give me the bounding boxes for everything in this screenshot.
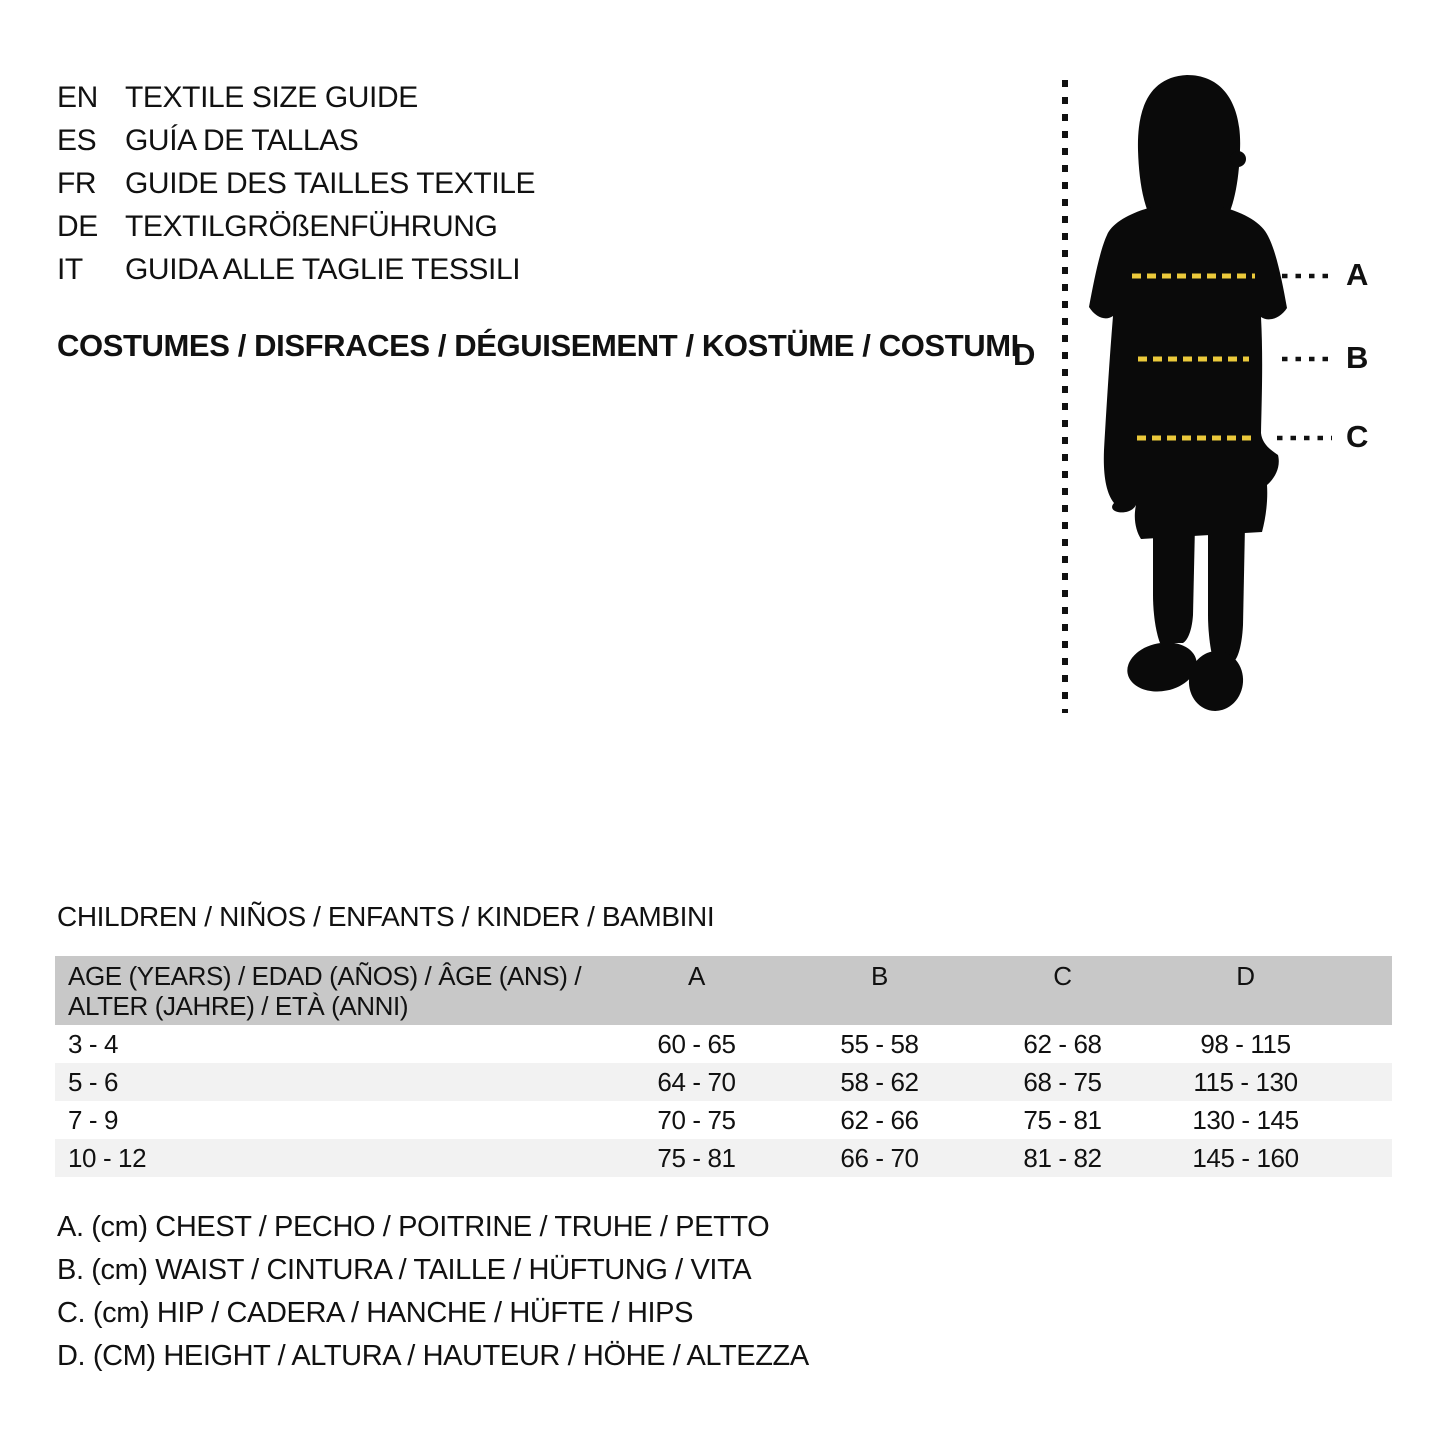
lang-code: EN bbox=[57, 80, 98, 114]
lang-code: ES bbox=[57, 123, 97, 157]
hip-cell: 62 - 68 bbox=[1023, 1028, 1102, 1059]
age-header-line1: AGE (YEARS) / EDAD (AÑOS) / ÂGE (ANS) / bbox=[68, 961, 582, 991]
measure-label-a: A bbox=[1346, 257, 1368, 292]
age-cell: 7 - 9 bbox=[68, 1104, 119, 1135]
lang-title: GUIDA ALLE TAGLIE TESSILI bbox=[125, 252, 521, 286]
table-row bbox=[55, 1139, 1392, 1177]
waist-cell: 55 - 58 bbox=[840, 1028, 919, 1059]
age-cell: 10 - 12 bbox=[68, 1142, 147, 1173]
lang-code: DE bbox=[57, 209, 98, 243]
measure-label-d: D bbox=[1013, 337, 1035, 372]
column-header-d: D bbox=[1236, 961, 1255, 991]
lang-row-fr bbox=[57, 162, 535, 205]
height-cell: 130 - 145 bbox=[1192, 1104, 1299, 1135]
children-section-title: CHILDREN / NIÑOS / ENFANTS / KINDER / BAMBINI bbox=[57, 901, 715, 932]
waist-cell: 62 - 66 bbox=[840, 1104, 919, 1135]
lang-code: FR bbox=[57, 166, 97, 200]
lang-code: IT bbox=[57, 252, 83, 286]
height-cell: 145 - 160 bbox=[1192, 1142, 1299, 1173]
size-table bbox=[55, 956, 1392, 1177]
lang-title: TEXTILGRÖßENFÜHRUNG bbox=[125, 209, 498, 243]
height-cell: 98 - 115 bbox=[1200, 1028, 1291, 1059]
measure-label-b: B bbox=[1346, 340, 1368, 375]
column-header-a: A bbox=[688, 961, 705, 991]
silhouette-torso bbox=[1089, 195, 1287, 539]
chest-cell: 60 - 65 bbox=[657, 1028, 736, 1059]
table-row bbox=[55, 1101, 1392, 1139]
waist-cell: 66 - 70 bbox=[840, 1142, 919, 1173]
table-row bbox=[55, 1063, 1392, 1101]
legend-hip: C. (cm) HIP / CADERA / HANCHE / HÜFTE / HIPS bbox=[57, 1297, 694, 1329]
category-title: COSTUMES / DISFRACES / DÉGUISEMENT / KOSTÜME / COSTUMI bbox=[57, 328, 1019, 363]
hip-cell: 81 - 82 bbox=[1023, 1142, 1102, 1173]
silhouette-left-leg bbox=[1153, 525, 1195, 643]
age-column-header bbox=[55, 956, 605, 1025]
measurement-legend bbox=[57, 1206, 809, 1378]
age-cell: 3 - 4 bbox=[68, 1028, 119, 1059]
measure-label-c: C bbox=[1346, 419, 1368, 454]
lang-title: GUIDE DES TAILLES TEXTILE bbox=[125, 166, 536, 200]
silhouette-right-leg bbox=[1208, 525, 1245, 663]
column-header-b: B bbox=[871, 961, 888, 991]
lang-row-en bbox=[57, 76, 535, 119]
lang-row-it bbox=[57, 248, 535, 291]
column-header-c: C bbox=[1053, 961, 1072, 991]
child-silhouette bbox=[1089, 75, 1287, 714]
silhouette-left-shoe bbox=[1123, 637, 1201, 697]
legend-height: D. (CM) HEIGHT / ALTURA / HAUTEUR / HÖHE / ALTEZZA bbox=[57, 1340, 809, 1372]
lang-row-es bbox=[57, 119, 535, 162]
silhouette-ear bbox=[1230, 151, 1246, 167]
height-cell: 115 - 130 bbox=[1193, 1066, 1298, 1097]
size-table-header bbox=[55, 956, 1392, 1025]
waist-cell: 58 - 62 bbox=[840, 1066, 919, 1097]
lang-row-de bbox=[57, 205, 535, 248]
legend-chest: A. (cm) CHEST / PECHO / POITRINE / TRUHE / PETTO bbox=[57, 1211, 770, 1243]
hip-cell: 75 - 81 bbox=[1023, 1104, 1102, 1135]
lang-title: GUÍA DE TALLAS bbox=[125, 123, 359, 157]
language-title-list bbox=[57, 76, 535, 291]
hip-cell: 68 - 75 bbox=[1023, 1066, 1102, 1097]
age-cell: 5 - 6 bbox=[68, 1066, 119, 1097]
child-silhouette-graphic bbox=[990, 55, 1445, 745]
chest-cell: 64 - 70 bbox=[657, 1066, 736, 1097]
legend-waist: B. (cm) WAIST / CINTURA / TAILLE / HÜFTUNG / VITA bbox=[57, 1254, 752, 1286]
chest-cell: 70 - 75 bbox=[657, 1104, 736, 1135]
table-row bbox=[55, 1025, 1392, 1063]
measurement-figure bbox=[990, 55, 1445, 745]
lang-title: TEXTILE SIZE GUIDE bbox=[125, 80, 418, 114]
chest-cell: 75 - 81 bbox=[657, 1142, 736, 1173]
age-header-line2: ALTER (JAHRE) / ETÀ (ANNI) bbox=[68, 991, 409, 1021]
